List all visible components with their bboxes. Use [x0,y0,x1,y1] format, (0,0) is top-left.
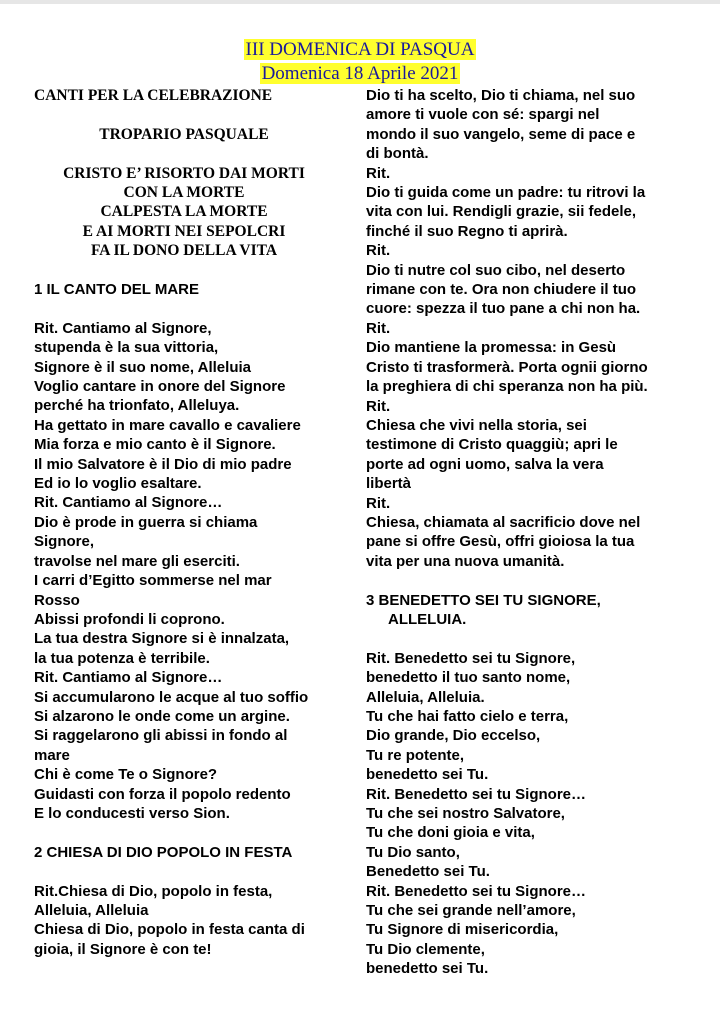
text-line: Dio ti nutre col suo cibo, nel deserto [366,261,626,279]
text-line: 2 CHIESA DI DIO POPOLO IN FESTA [34,843,293,861]
text-line: Si raggelarono gli abissi in fondo al [34,727,288,745]
text-line: Rit. Benedetto sei tu Signore… [366,882,587,900]
text-line: benedetto sei Tu. [366,766,489,784]
text-line [34,105,356,124]
text-line: Rit. Benedetto sei tu Signore… [366,785,587,803]
text-line: Rit. [366,164,391,182]
text-line: testimone di Cristo quaggiù; apri le [366,436,618,454]
text-line: Tu che sei grande nell’amore, [366,902,576,920]
text-line [366,571,706,590]
text-line: Dio è prode in guerra si chiama [34,513,258,531]
text-line [34,144,356,163]
text-line: CRISTO E’ RISORTO DAI MORTI [63,164,305,182]
left-column [34,86,356,959]
text-line: benedetto il tuo santo nome, [366,669,571,687]
text-line: Dio ti ha scelto, Dio ti chiama, nel suo [366,87,636,104]
text-line: La tua destra Signore si è innalzata, [34,630,290,648]
text-line: vita per una nuova umanità. [366,552,565,570]
text-line: amore ti vuole con sé: spargi nel [366,106,600,124]
text-line: gioia, il Signore è con te! [34,940,212,958]
text-line: ALLELUIA. [388,610,467,628]
text-line: Tu re potente, [366,746,465,764]
text-line: Si accumularono le acque al tuo soffio [34,688,309,706]
text-line: stupenda è la sua vittoria, [34,339,219,357]
text-line: Dio mantiene la promessa: in Gesù [366,339,617,357]
text-line [34,261,356,280]
text-line: Tu Dio santo, [366,843,460,861]
text-line: di bontà. [366,145,429,163]
page-date: Domenica 18 Aprile 2021 [261,63,459,84]
text-line: mare [34,746,70,764]
top-edge-bar [0,0,720,4]
text-line [366,629,706,648]
text-line: 3 BENEDETTO SEI TU SIGNORE, [366,591,601,609]
text-line: la preghiera di chi speranza non ha più. [366,378,648,396]
text-line: Chiesa che vivi nella storia, sei [366,416,587,434]
text-line: Il mio Salvatore è il Dio di mio padre [34,455,292,473]
text-line: Tu che hai fatto cielo e terra, [366,707,569,725]
text-line: E lo conducesti verso Sion. [34,804,230,822]
text-line: Voglio cantare in onore del Signore [34,378,286,396]
text-line: 1 IL CANTO DEL MARE [34,281,200,299]
text-line: Rit. [366,242,391,260]
text-line: Rit. [366,397,391,415]
text-line: travolse nel mare gli eserciti. [34,552,240,570]
text-line: Rit. [366,494,391,512]
text-line: Abissi profondi li coprono. [34,610,225,628]
text-line: Rit. Benedetto sei tu Signore, [366,649,576,667]
text-line: Mia forza e mio canto è il Signore. [34,436,276,454]
text-line: perché ha trionfato, Alleluya. [34,397,240,415]
text-line: rimane con te. Ora non chiudere il tuo [366,281,637,299]
text-line: Benedetto sei Tu. [366,863,490,881]
text-line: Rit.Chiesa di Dio, popolo in festa, [34,882,273,900]
text-line: Rosso [34,591,80,609]
text-line: Tu Dio clemente, [366,940,485,958]
text-line [34,862,356,881]
text-line: pane si offre Gesù, offri gioiosa la tua [366,533,635,551]
text-line: Ed io lo voglio esaltare. [34,475,202,493]
text-line: E AI MORTI NEI SEPOLCRI [82,222,286,240]
text-line: cuore: spezza il tuo pane a chi non ha. [366,300,641,318]
page-header [0,38,720,86]
text-line: CANTI PER LA CELEBRAZIONE [34,87,273,104]
text-line: Signore è il suo nome, Alleluia [34,358,251,376]
text-line: Dio grande, Dio eccelso, [366,727,541,745]
text-line: mondo il suo vangelo, seme di pace e [366,125,636,143]
text-line: Dio ti guida come un padre: tu ritrovi la [366,184,646,202]
text-line: la tua potenza è terribile. [34,649,210,667]
text-line: Rit. Cantiamo al Signore, [34,319,212,337]
right-column [366,86,706,979]
text-line: FA IL DONO DELLA VITA [90,242,278,260]
text-line: Rit. Cantiamo al Signore… [34,494,223,512]
text-line: Guidasti con forza il popolo redento [34,785,291,803]
text-line: Tu che doni gioia e vita, [366,824,535,842]
text-line: Ha gettato in mare cavallo e cavaliere [34,416,301,434]
text-line: CON LA MORTE [123,184,245,201]
text-line: benedetto sei Tu. [366,960,489,978]
text-line: CALPESTA LA MORTE [100,203,268,221]
text-line: Cristo ti trasformerà. Porta ognii giorno [366,358,648,376]
text-line: Tu che sei nostro Salvatore, [366,805,565,822]
text-line: finché il suo Regno ti aprirà. [366,222,568,240]
text-line: vita con lui. Rendigli grazie, sii fedele, [366,203,637,221]
text-line: Signore, [34,533,95,551]
text-line: Rit. [366,319,391,337]
text-line: Alleluia, Alleluia [34,901,149,919]
text-line [34,299,356,318]
text-line: Chiesa, chiamata al sacrificio dove nel [366,513,641,531]
text-line: Tu Signore di misericordia, [366,921,559,939]
text-line [34,823,356,842]
page-title: III DOMENICA DI PASQUA [245,39,475,60]
text-line: Chiesa di Dio, popolo in festa canta di [34,921,305,939]
text-line: I carri d’Egitto sommerse nel mar [34,572,272,590]
text-line: TROPARIO PASQUALE [99,125,269,143]
text-line: porte ad ogni uomo, salva la vera [366,455,604,473]
text-line: Chi è come Te o Signore? [34,766,218,784]
text-line: Si alzarono le onde come un argine. [34,707,290,725]
text-line: libertà [366,475,412,493]
text-line: Rit. Cantiamo al Signore… [34,669,223,687]
text-line: Alleluia, Alleluia. [366,688,485,706]
